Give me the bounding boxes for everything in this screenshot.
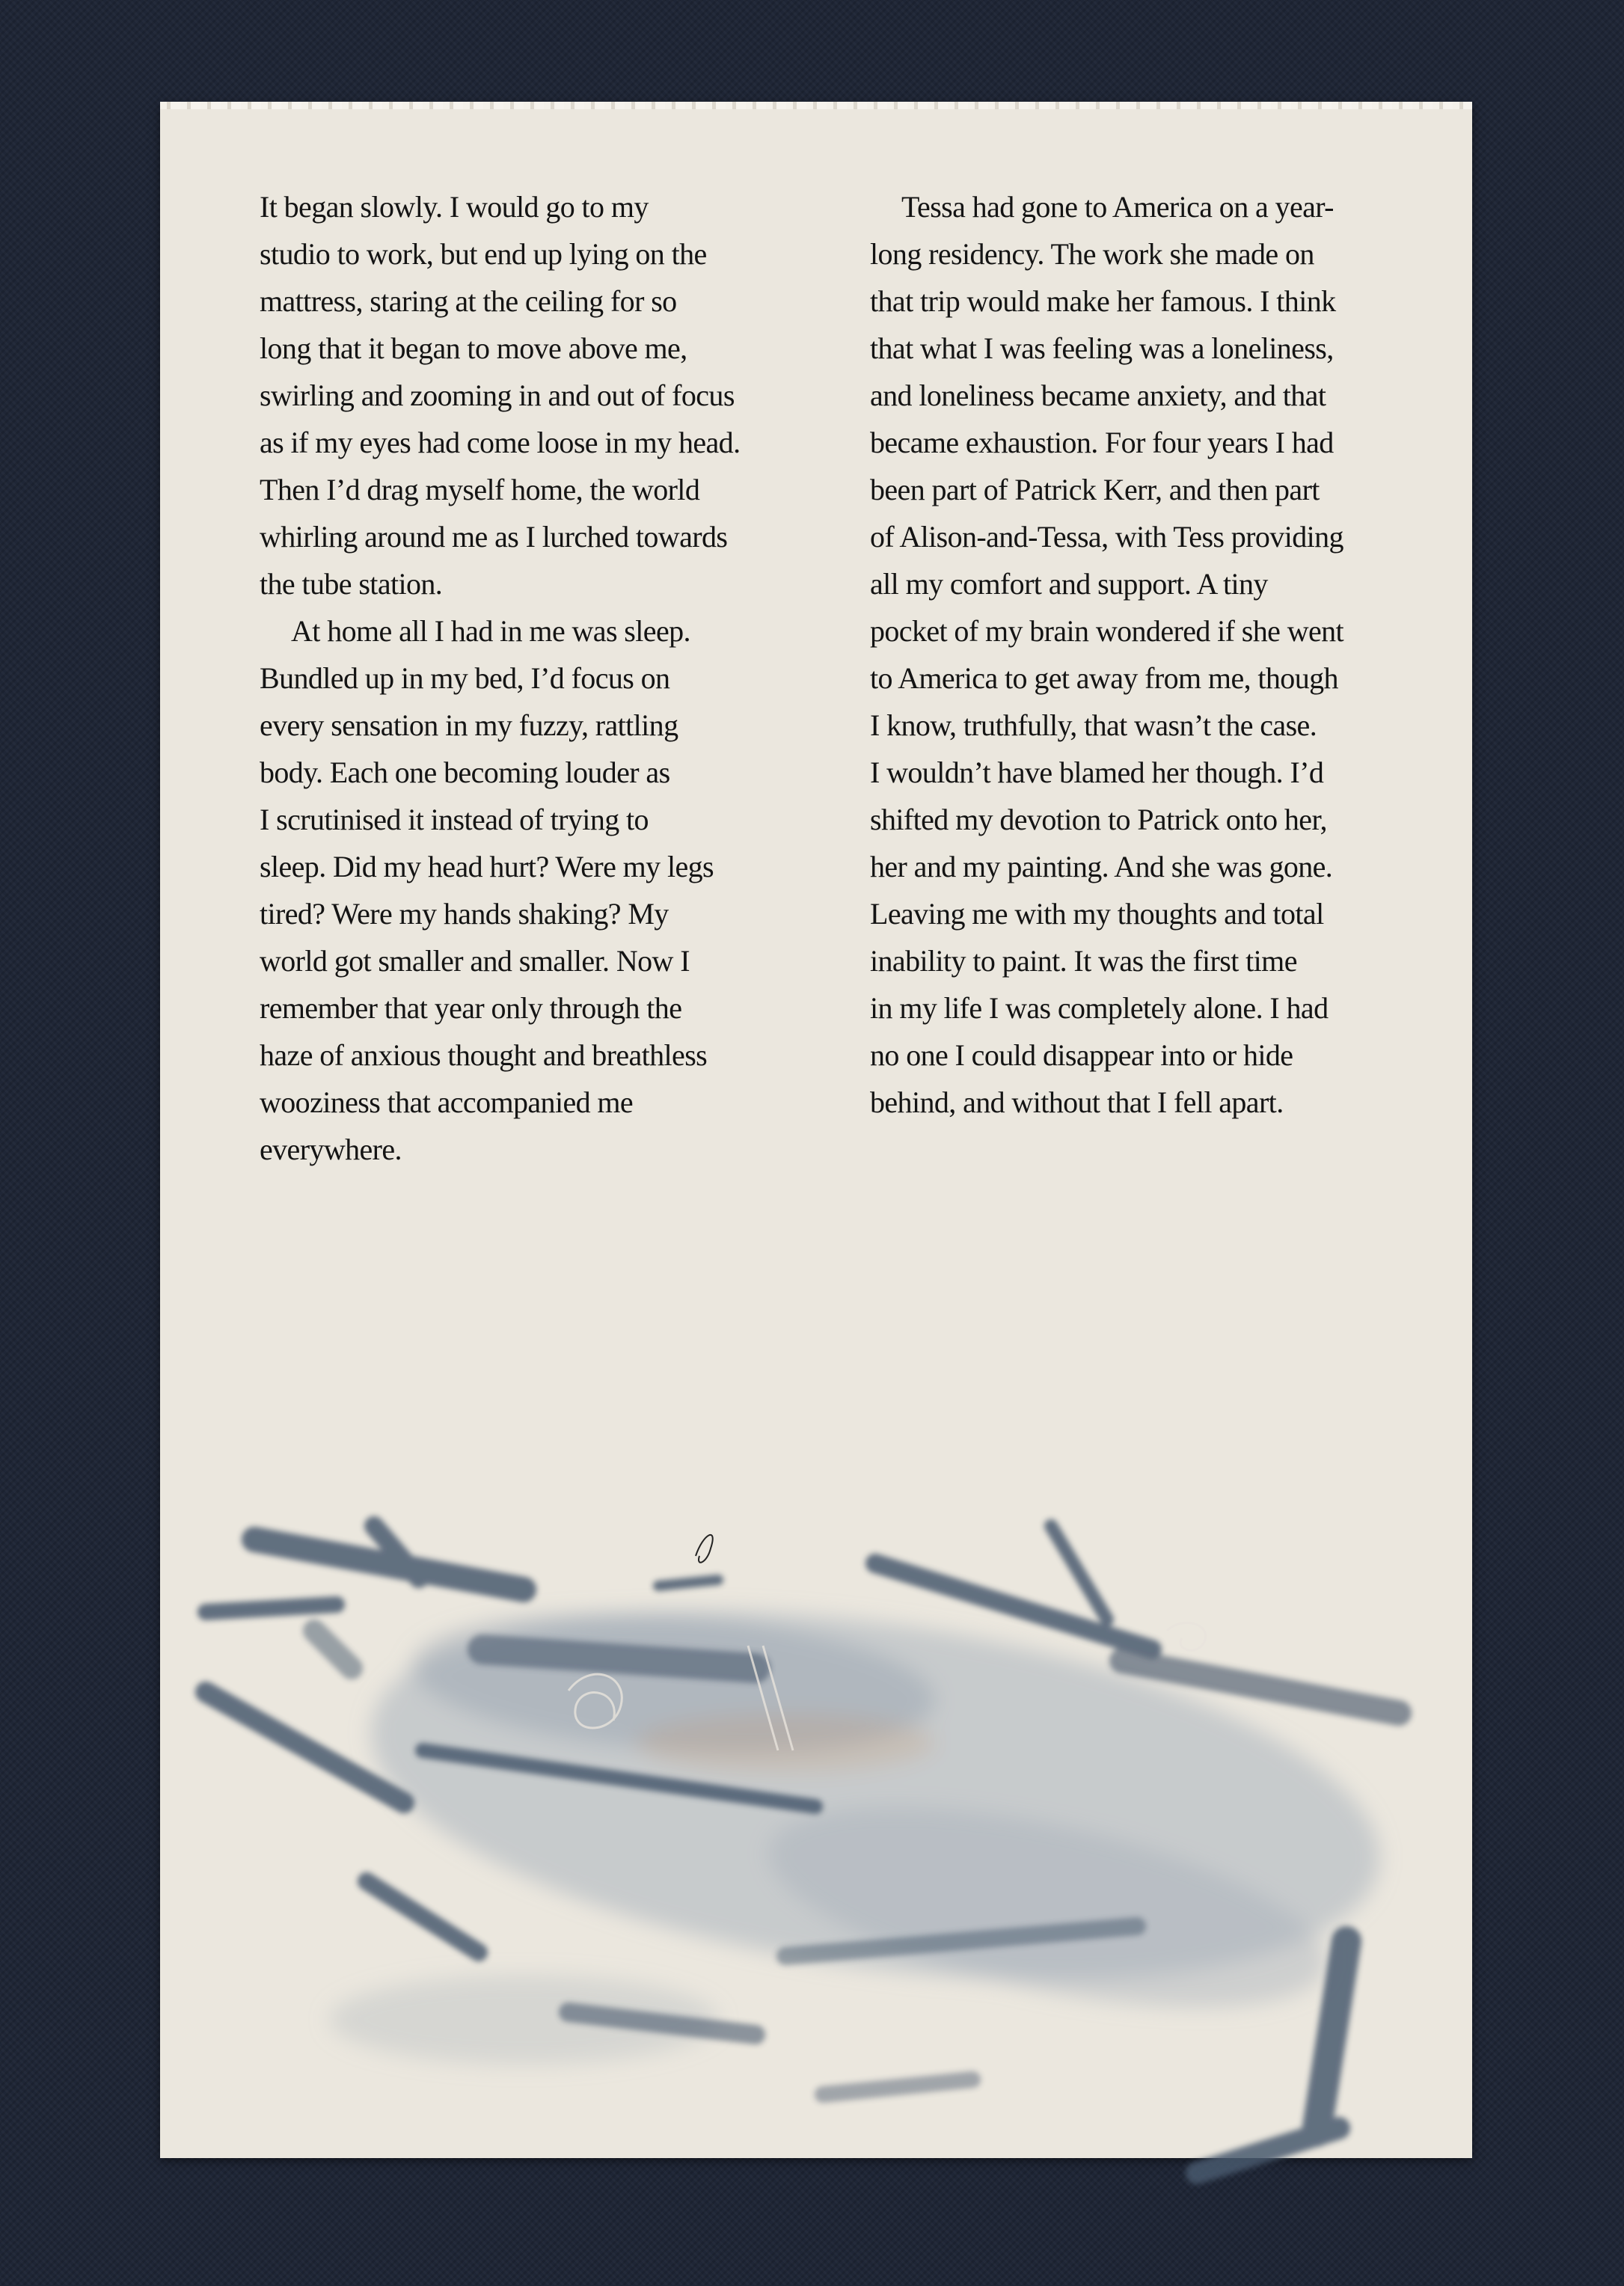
text-line: It began slowly. I would go to my <box>260 190 649 224</box>
text-line: swirling and zooming in and out of focus <box>260 379 735 412</box>
text-line: been part of Patrick Kerr, and then part <box>870 473 1320 506</box>
text-line: everywhere. <box>260 1133 402 1166</box>
text-line: of Alison-and-Tessa, with Tess providing <box>870 520 1343 554</box>
text-line: Bundled up in my bed, I’d focus on <box>260 661 670 695</box>
text-line: behind, and without that I fell apart. <box>870 1085 1284 1119</box>
text-line: At home all I had in me was sleep. <box>291 614 690 648</box>
text-line: studio to work, but end up lying on the <box>260 237 707 271</box>
text-line: that trip would make her famous. I think <box>870 284 1336 318</box>
text-line: became exhaustion. For four years I had <box>870 426 1334 459</box>
text-line: the tube station. <box>260 567 443 601</box>
text-line: in my life I was completely alone. I had <box>870 991 1329 1025</box>
text-line: every sensation in my fuzzy, rattling <box>260 708 678 742</box>
text-line: sleep. Did my head hurt? Were my legs <box>260 850 714 883</box>
text-line: her and my painting. And she was gone. <box>870 850 1333 883</box>
text-line: world got smaller and smaller. Now I <box>260 944 690 978</box>
text-line: mattress, staring at the ceiling for so <box>260 284 677 318</box>
text-line: all my comfort and support. A tiny <box>870 567 1268 601</box>
text-line: as if my eyes had come loose in my head. <box>260 426 741 459</box>
text-line: long that it began to move above me, <box>260 331 687 365</box>
text-line: long residency. The work she made on <box>870 237 1314 271</box>
text-line: pocket of my brain wondered if she went <box>870 614 1344 648</box>
text-line: wooziness that accompanied me <box>260 1085 634 1119</box>
text-line: that what I was feeling was a loneliness, <box>870 331 1334 365</box>
text-line: tired? Were my hands shaking? My <box>260 897 669 931</box>
text-line: remember that year only through the <box>260 991 682 1025</box>
text-line: I wouldn’t have blamed her though. I’d <box>870 756 1324 789</box>
text-line: Then I’d drag myself home, the world <box>260 473 700 506</box>
text-line: Tessa had gone to America on a year- <box>901 190 1334 224</box>
text-line: no one I could disappear into or hide <box>870 1038 1293 1072</box>
text-line: shifted my devotion to Patrick onto her, <box>870 803 1327 836</box>
text-line: and loneliness became anxiety, and that <box>870 379 1326 412</box>
text-line: to America to get away from me, though <box>870 661 1338 695</box>
right-text-column <box>870 183 1343 1126</box>
text-line: inability to paint. It was the first time <box>870 944 1297 978</box>
text-line: I scrutinised it instead of trying to <box>260 803 649 836</box>
text-line: body. Each one becoming louder as <box>260 756 670 789</box>
text-line: I know, truthfully, that wasn’t the case. <box>870 708 1317 742</box>
text-line: haze of anxious thought and breathless <box>260 1038 708 1072</box>
text-line: whirling around me as I lurched towards <box>260 520 728 554</box>
text-line: Leaving me with my thoughts and total <box>870 897 1324 931</box>
left-text-column <box>260 183 741 1173</box>
